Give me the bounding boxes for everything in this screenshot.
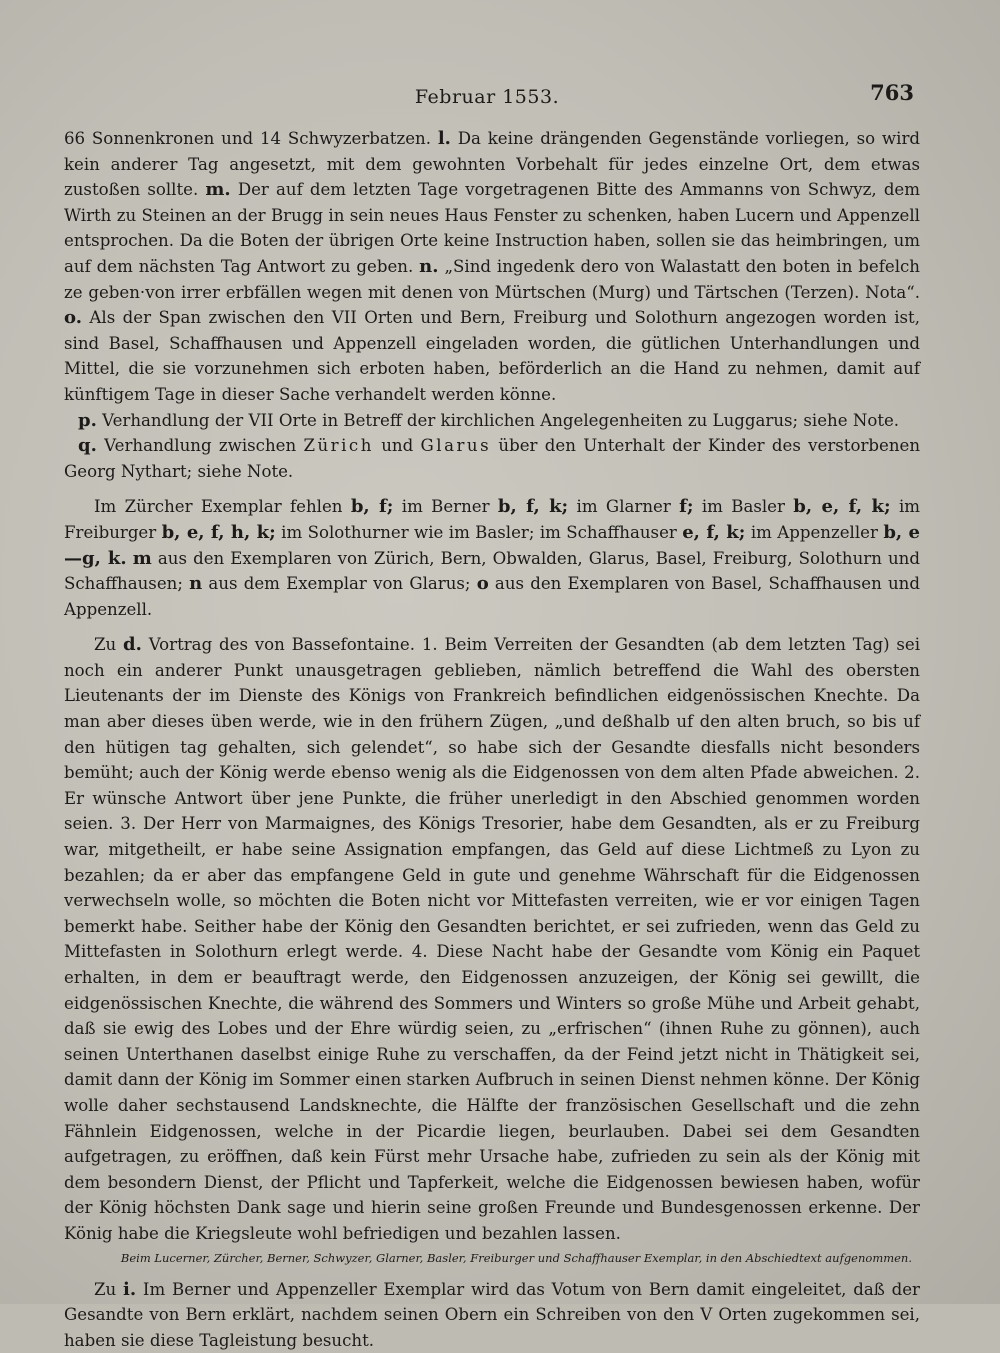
item-letter-n: n. (419, 255, 439, 277)
note-i-text: Im Berner und Appenzeller Exemplar wird das Votum von Bern damit eingeleitet, daß der Gesandte von Bern erklärt, nachdem seinen Obern ein Schreiben von den V Orten zugekommen sei, haben sie diese Tagleistung besucht. (64, 1279, 920, 1350)
note-text: im Freiburger (64, 497, 921, 542)
item-text-q-und: und (381, 436, 414, 456)
page-body (64, 126, 920, 1353)
note-letter-i: i. (123, 1278, 137, 1300)
spacer (64, 1267, 920, 1277)
note-text: aus den Exemplaren von Zürich, Bern, Obwalden, Glarus, Basel, Freiburg, Solothurn und Schaffhausen; (64, 548, 920, 594)
note-text: aus den Exemplaren von Basel, Schaffhausen und Appenzell. (64, 574, 920, 619)
note-d-source: Beim Lucerner, Zürcher, Berner, Schwyzer, Glarner, Basler, Freiburger und Schaffhauser Exemplar, in den Abschiedtext aufgenommen. (120, 1250, 912, 1265)
item-text-m: Der auf dem letzten Tage vorgetragenen Bitte des Ammanns von Schwyz, dem Wirth zu Steinen an der Brugg in sein neues Haus Fenster zu schenken, haben Lucern und Appenzell entsprochen. Da die Boten der übrigen Orte keine Instruction haben, sollen sie das heimbringen, um auf dem nächsten Tag Antwort zu geben. (64, 180, 920, 276)
note-text: aus dem Exemplar von Glarus; (208, 574, 471, 594)
item-text-q-2: über den Unterhalt der Kinder des verstorbenen Georg Nythart; siehe Note. (64, 436, 921, 481)
note-letters: o (476, 573, 489, 595)
paragraph-l (64, 126, 920, 408)
page-header (60, 80, 914, 114)
item-letter-p: p. (78, 409, 97, 431)
note-text: im Basler (701, 497, 785, 517)
note-letters: b, f; (350, 496, 394, 518)
place-glarus: Glarus (420, 436, 492, 456)
spacer (64, 622, 920, 632)
note-letters: b, e—g, k. (64, 521, 920, 569)
note-i (64, 1277, 920, 1353)
note-letters: n (189, 573, 203, 595)
item-text-l: Da keine drängenden Gegenstände vorliegen, so wird kein anderer Tag angesetzt, mit dem gewohnten Vorbehalt für jedes einzelne Ort, dem etwas zustoßen sollte. (64, 129, 920, 200)
note-prefix: Zu (94, 635, 117, 655)
paragraph-p (64, 408, 920, 434)
note-letters: b, e, f, k; (793, 496, 891, 518)
note-letters: m (132, 547, 152, 569)
note-d (64, 632, 920, 1246)
note-text: im Glarner (576, 497, 671, 517)
item-text-q-1: Verhandlung zwischen (104, 436, 297, 456)
note-letter-d: d. (123, 634, 142, 656)
note-letters: b, f, k; (497, 496, 569, 518)
item-text-p: Verhandlung der VII Orte in Betreff der kirchlichen Angelegenheiten zu Luggarus; siehe Note. (102, 410, 900, 430)
notes-section (64, 494, 920, 1353)
intro-text: 66 Sonnenkronen und 14 Schwyzerbatzen. (64, 129, 432, 148)
note-text: im Appenzeller (750, 522, 878, 542)
exemplar-note (64, 494, 920, 622)
note-letters: b, e, f, h, k; (161, 521, 276, 543)
note-d-text: Vortrag des von Bassefontaine. 1. Beim Verreiten der Gesandten (ab dem letzten Tag) sei noch ein anderer Punkt unausgetragen geblieben, nämlich betreffend die Wahl des obersten Lieutenants der im Dienste des Königs von Frankreich befindlichen eidgenössischen Knechte. Da man aber dieses üben werde, wie in den frühern Zügen, „und deßhalb uf den alten bruch, so bis uf den hütigen tag gehalten, sich gelendet“, so habe sich der Gesandte diesfalls nicht besonders bemüht; auch der König werde ebenso wenig als die Eidgenossen von dem alten Pfade abweichen. 2. Er wünsche Antwort über jene Punkte, die früher unerledigt in den Abschied genommen worden seien. 3. Der Herr von Marmaignes, des Königs Tresorier, habe dem Gesandten, als er zu Freiburg war, mitgetheilt, er habe seine Assignation empfangen, das Geld auf diese Lichtmeß zu Lyon zu bezahlen; da er aber das empfangene Geld in gute und genehme Währschaft für die Eidgenossen verwechseln wolle, so möchten die Boten nicht vor Mittefasten verreiten, wie er vor einigen Tagen bemerkt habe. Seither habe der König den Gesandten berichtet, er sei zufrieden, wenn das Geld zu Mittefasten in Solothurn erlegt werde. 4. Diese Nacht habe der Gesandte vom König ein Paquet erhalten, in dem er beauftragt werde, den Eidgenossen anzuzeigen, der König sei gewillt, die eidgenössischen Knechte, die während des Sommers und Winters so große Mühe und Arbeit gehabt, daß sie ewig des Lobes und der Ehre würdig seien, zu „erfrischen“ (ihnen Ruhe zu gönnen), auch seinen Unterthanen daselbst einige Ruhe zu verschaffen, da der Feind jetzt nicht in Thätigkeit sei, damit dann der König im Sommer einen starken Aufbruch in seinen Dienst nehmen könne. Der König wolle daher sechstausend Landsknechte, die Hälfte der französischen Gesellschaft und die zehn Fähnlein Eidgenossen, welche in der Picardie liegen, beurlauben. Dabei sei dem Gesandten aufgetragen, zu eröffnen, daß kein Fürst mehr Ursache habe, zufrieden zu sein als der König mit dem besondern Dienst, der Pflicht und Tapferkeit, welche die Eidgenossen bewiesen haben, wofür der König höchsten Dank sage und hierin seine großen Freunde und Bundesgenossen erkenne. Der König habe die Kriegsleute wohl befriedigen und bezahlen lassen. (64, 635, 920, 1243)
item-letter-o: o. (64, 307, 82, 329)
note-letters: f; (679, 496, 694, 518)
item-letter-q: q. (78, 435, 97, 457)
note-letters: e, f, k; (682, 521, 746, 543)
place-zurich: Zürich (303, 436, 374, 456)
note-text: Im Zürcher Exemplar fehlen (94, 497, 343, 517)
note-prefix: Zu (94, 1279, 117, 1299)
page-number: 763 (870, 80, 914, 105)
note-text: im Berner (401, 497, 490, 517)
paragraph-q (64, 433, 920, 484)
running-title: Februar 1553. (414, 86, 560, 108)
note-text: im Solothurner wie im Basler; im Schaffhauser (281, 522, 677, 542)
item-text-n: „Sind ingedenk dero von Walastatt den boten in befelch ze geben·von irrer erbfällen wegen mit denen von Mürtschen (Murg) und Tärtschen (Terzen). Nota“. (64, 256, 920, 302)
item-letter-m: m. (205, 179, 231, 201)
item-text-o: Als der Span zwischen den VII Orten und Bern, Freiburg und Solothurn angezogen worden ist, sind Basel, Schaffhausen und Appenzell eingeladen worden, die gütlichen Unterhandlungen und Mittel, die sie vorzunehmen sich erboten haben, beförderlich an die Hand zu nehmen, damit auf künftigem Tage in dieser Sache verhandelt werden könne. (64, 308, 920, 404)
item-letter-l: l. (437, 128, 451, 149)
